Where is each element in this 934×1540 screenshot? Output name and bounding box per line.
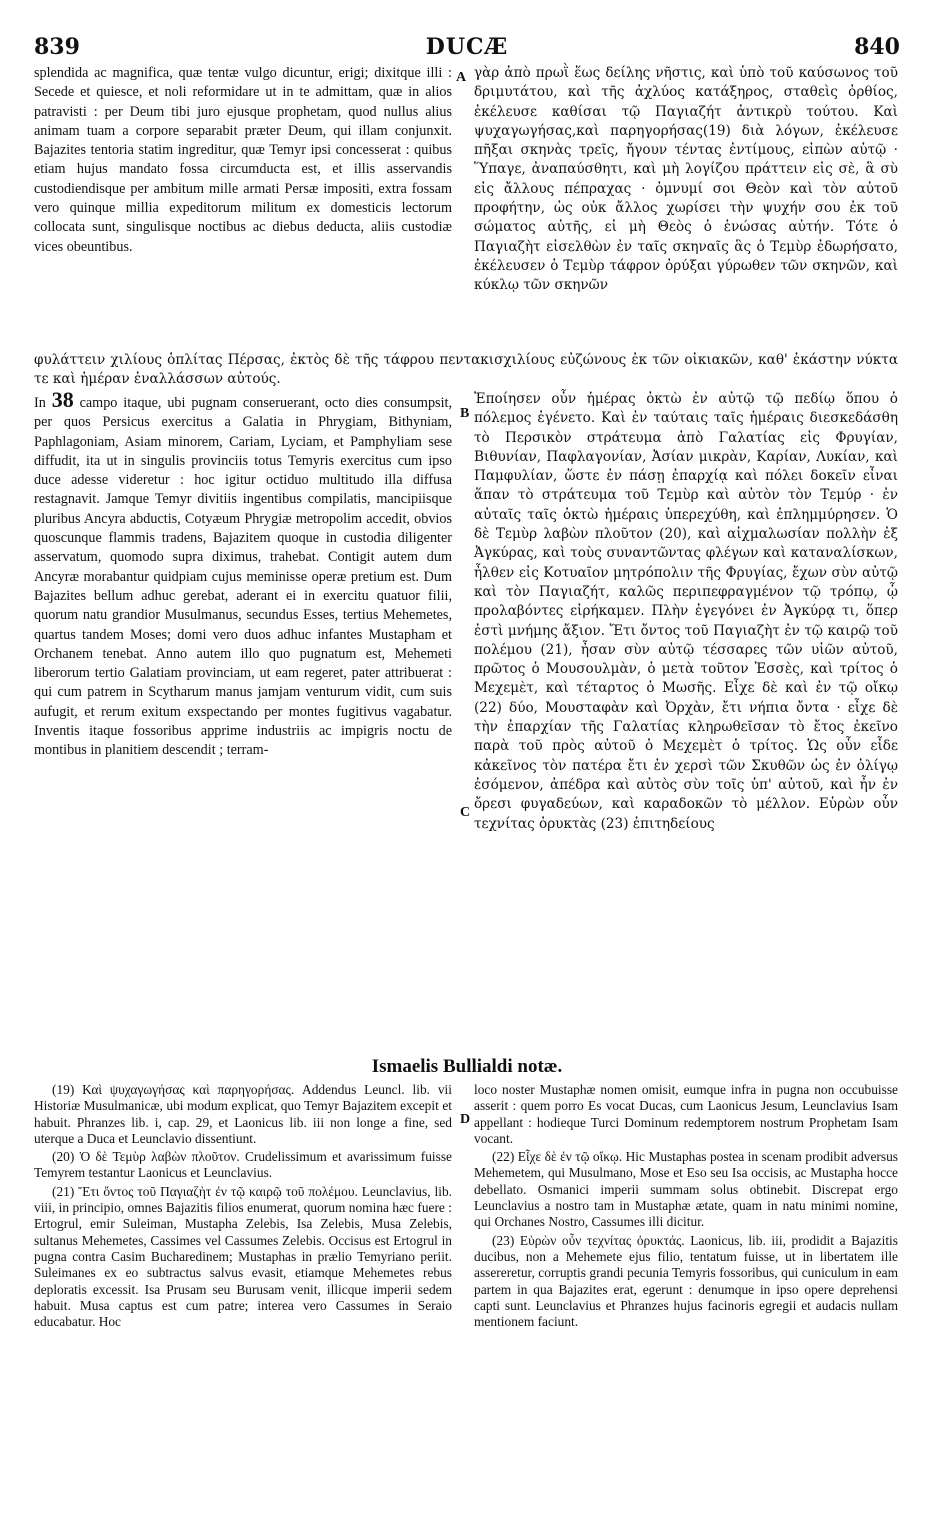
note-21-continued: loco noster Mustaphæ nomen omisit, eumque infra in pugna non occubuisse asserit : quem porro Es vocat Ducas, cum Laonicus Jesum, Leunclavius Isam appellant : hodieque Turci Dominum redemptorem nostrum Prophetam Isam vocant. [474,1082,898,1146]
greek-paragraph: γὰρ ἀπὸ πρωῒ ἕως δείλης νῆστις, καὶ ὑπὸ τοῦ καύσωνος τοῦ δριμυτάτου, καὶ τῆς ἀχλύος κατάξηρος, σταθεὶς ὀρθίος, ἐκέλευσε καθίσαι τῷ Παγιαζήτ ἀντικρὺ τούτου. Καὶ ψυχαγωγήσας,καὶ παρηγορήσας(19) διὰ λόγων, ἐκέλευσε πῆξαι σκηνὰς τρεῖς, ἤγουν τέντας ἐντίμους, εἰπὼν αὐτῷ · Ὕπαγε, ἀναπαύσθητι, καὶ μὴ λογίζου πράττειν εἰς σὲ, ἃ σὺ εἰς ἄλλους πέπραχας · ὀμνυμί σοι Θεὸν καὶ τὸν αὐτοῦ προφήτην, ὡς οὐκ ἄλλος χωρίσει τὴν ψυχήν σου ἐκ τοῦ σώματος αὐτῆς, εἰ μὴ Θεὸς ὁ ἑνώσας αὐτήν. Τότε ὁ Παγιαζὴτ εἰσελθὼν ἐν ταῖς σκηναῖς ἃς ὁ Τεμὺρ ἐδωρήσατο, ἐκέλευσεν ὁ Τεμὺρ τάφρον ὀρύξαι γύρωθεν τῶν σκηνῶν, καὶ κύκλῳ τῶν σκηνῶν [474,65,898,294]
greek-text-full-width [34,351,898,390]
latin-text-block-2 [34,387,453,761]
note-19: (19) Καὶ ψυχαγωγήσας καὶ παρηγορήσας. Addendus Leuncl. lib. vii Historiæ Musulmanicæ, ubi modum explicat, quo Temyr Bajazitem excepit et habuit. Phranzes lib. i, cap. 29, et Laonicus lib. iii non longe a fine, sed uterque a Duca et Leunclavio dissentiunt. [34,1082,452,1146]
notes-column-right [474,1082,898,1332]
latin-text-block-1 [34,64,452,257]
note-21: (21) Ἔτι ὄντος τοῦ Παγιαζὴτ ἐν τῷ καιρῷ τοῦ πολέμου. Leunclavius, lib. viii, in principio, omnes Bajazitis filios enumerat, quorum nomina hæc fuere : Ertogrul, emir Suleiman, Mustapha Zelebis, Isa Zelebis, Musa Zelebis, sultanus Mehemetes, Cassimes vel Cassumes Zelebis. Occisus est Ertogrul in pugna contra Casim Bucharedinem; Mustaphas in prælio Temyriano periit. Suleimanes ex eo subtractus salvus evasit, etiamque Mehemetes rebus deploratis excessit. Isa Prusam seu Burusam venit, illicque imperii sedem habuit. Musa captus est cum patre; interea vero Cassumes in Seraio educabatur. Hoc [34,1183,452,1330]
section-marker-b: B [460,406,470,421]
note-23: (23) Εὑρὼν οὖν τεχνίτας ὀρυκτάς. Laonicus, lib. iii, prodidit a Bajazitis ducibus, non a Mehemete ejus filio, tentatum fuisse, ut in libertatem ille assereretur, corruptis grandi pecunia Temyris fossoribus, qui cuniculum in eam partem in qua Bajazites erat, egerunt : denumque in ipso opere deprehensi capti sunt. Leunclavius et Phranzes hujus facinoris egregii et audacis nullam mentionem faciunt. [474,1232,898,1330]
latin-paragraph [34,387,453,761]
section-marker-d: D [460,1112,471,1127]
paragraph-opening-word: In [34,395,46,411]
section-marker-c: C [460,805,471,820]
section-marker-a: A [456,70,467,85]
greek-text-block-2 [474,390,898,834]
note-22: (22) Εἶχε δὲ ἐν τῷ οἴκῳ. Hic Mustaphas postea in scenam prodibit adversus Mehemetem, qui Musulmano, Mose et Eso seu Isa occisis, ac Mustapha hocce debellato. Osmanici imperii summam solus obtinebit. Discrepat ergo Leunclavius a nostro tam in Mustaphæ ætate, quam in natu minimi nomine, qui Orchanes Nostro, Cassumes illi dicitur. [474,1149,898,1230]
page-number-left: 839 [34,34,80,60]
greek-text-block-1 [474,64,898,296]
latin-paragraph: splendida ac magnifica, quæ tentæ vulgo dicuntur, erigi; dixitque illi : Secede et quiesce, et noli reformidare ut in te admittam, quæ in alios patravisti : per Deum tibi juro ejusque prophetam, quod nullus alius animam tuam a corpore separabit præter Deum, qui illam conjunxit. Bajazites tentoria statim ingreditur, quæ Temyr ipsi concesserat : quibus etiam hujus mandato fossa circumducta est, et illis asservandis custodiendisque per ambitum mille armati Persæ impositi, extra fossam vero quinque millia expeditorum militum ex domesticis lectorum collocata sunt, singulisque noctibus ac diebus deducta, aliis custodiæ vices obeuntibus. [34,65,452,255]
notes-heading: Ismaelis Bullialdi notæ. [371,1056,563,1077]
chapter-number: 38 [51,387,74,412]
page-number-right: 840 [854,34,900,60]
notes-column-left [34,1082,452,1332]
paragraph-body: campo itaque, ubi pugnam conseruerant, octo dies consumpsit, per quos Persicus exercitus a Galatia in Phrygiam, Bithyniam, Paphlagoniam, Asiam minorem, Cariam, Lyciam, et Pamphyliam sese diffudit, ita ut in singulis provinciis totus Temyris exercitus cum ipso duce adesse videretur : hoc igitur octiduo multitudo illa diffusa restagnavit. Jamque Temyr divitiis ingentibus compilatis, mancipiisque pluribus Ancyra abductis, Cotyæum Phrygiæ metropolim accedit, obvios quoscunque flammis tradens, Bajazitem quoque in custodia diligenter asservatum, quomodo supra diximus, trahebat. Contigit autem dum Ancyræ morabantur quidpiam cujus meminisse operæ pretium est. Dum Bajazites bellum adhuc gerebat, aderant ei in exercitu quatuor filii, quorum natu grandior Musulmanus, secundus Esses, tertius Mehemetes, quartus tandem Moses; domi vero duos adhuc infantes Mustapham et Orchanem tenebat. Anno autem illo quo pugnatum est, Mehemeti liberorum tertio Galatiam provinciam, ut eam regeret, pater attribuerat : qui cum patrem in Scytharum manus jamjam venturum vidit, cum suis aufugit, et rerum exitum exspectando per montes fugitivus vagabatur. Inventis itaque fossoribus apprime industriis ac impigris noctu de montibus in planitiem descendit ; terram- [34,395,453,759]
greek-paragraph: φυλάττειν χιλίους ὁπλίτας Πέρσας, ἐκτὸς δὲ τῆς τάφρου πεντακισχιλίους εὐζώνους ἐκ τῶν οἰκιακῶν, καθ' ἑκάστην νύκτα τε καὶ ἡμέραν ἐναλλάσσων αὐτούς. [34,352,898,388]
running-title: DUCÆ [425,34,509,60]
note-20: (20) Ὁ δὲ Τεμὺρ λαβὼν πλοῦτον. Crudelissimum et avarissimum fuisse Temyrem testantur Laonicus et Leunclavius. [34,1149,452,1181]
greek-paragraph: Ἐποίησεν οὖν ἡμέρας ὀκτὼ ἐν αὐτῷ τῷ πεδίῳ ὅπου ὁ πόλεμος ἐγένετο. Καὶ ἐν ταύταις ταῖς ἡμέραις διεσκεδάσθη τὸ Περσικὸν στράτευμα ἀπὸ Γαλατίας εἰς Φρυγίαν, Βιθυνίαν, Παφλαγονίαν, Ἀσίαν μικρὰν, Καρίαν, Λυκίαν, καὶ Παμφυλίαν, ὥστε ἐν πάσῃ ἐπαρχίᾳ καὶ πόλει δοκεῖν εἶναι ἅπαν τὸ στράτευμα τοῦ Τεμὺρ καὶ αὐτὸν τὸν Τεμύρ · ἐν αὐταῖς ταῖς ὀκτὼ ἡμέραις ὑπερεχύθη, καὶ ἐπλημμύρησεν. Ὁ δὲ Τεμὺρ λαβὼν πλοῦτον (20), καὶ αἰχμαλωσίαν πολλὴν ἐξ Ἀγκύρας, καὶ τοὺς συναντῶντας φλέγων καὶ καταναλίσκων, ἦλθεν εἰς Κοτυαῖον μητρόπολιν τῆς Φρυγίας, ἔχων σὺν αὐτῷ καὶ τὸν Παγιαζήτ, καλῶς περιπεφραγμένον τῷ τρόπῳ, ᾧ προλαβόντες εἰρήκαμεν. Πλὴν ἐγεγόνει ἐν Ἀγκύρᾳ τι, ὅπερ ἐστὶ μνήμης ἄξιον. Ἔτι ὄντος τοῦ Παγιαζὴτ ἐν τῷ καιρῷ τοῦ πολέμου (21), ἦσαν σὺν αὐτῷ τέσσαρες τῶν υἱῶν αὐτοῦ, πρῶτος ὁ Μουσουλμὰν, ὁ μετὰ τοῦτον Ἐσσὲς, καὶ τρίτος ὁ Μεχεμὲτ, καὶ τέταρτος ὁ Μωσῆς. Εἶχε δὲ καὶ ἐν τῷ οἴκῳ (22) δύο, Μουσταφὰν καὶ Ὀρχὰν, ἔτι νήπια ὄντα · εἶχε δὲ τὴν ἐπαρχίαν τῆς Γαλατίας κληρωθεῖσαν τὸ ἔτος ἐκεῖνο παρὰ τοῦ πρὸς αὐτοῦ ὁ Μεχεμὲτ ὁ τρίτος. Ὡς οὖν εἶδε κἀκεῖνος τὸν πατέρα ἔτι ἐν χερσὶ τῶν Σκυθῶν ὡς ἐν ὀλίγῳ ἐσόμενον, ἀπέδρα καὶ αὐτὸς σὺν τοῖς ὑπ' αὐτοῦ, καὶ ἦν ἐν ὄρεσι φυγαδεύων, καὶ καραδοκῶν τὸ μέλλον. Εὑρὼν οὖν τεχνίτας ὀρυκτὰς (23) ἐπιτηδείους [474,391,898,832]
